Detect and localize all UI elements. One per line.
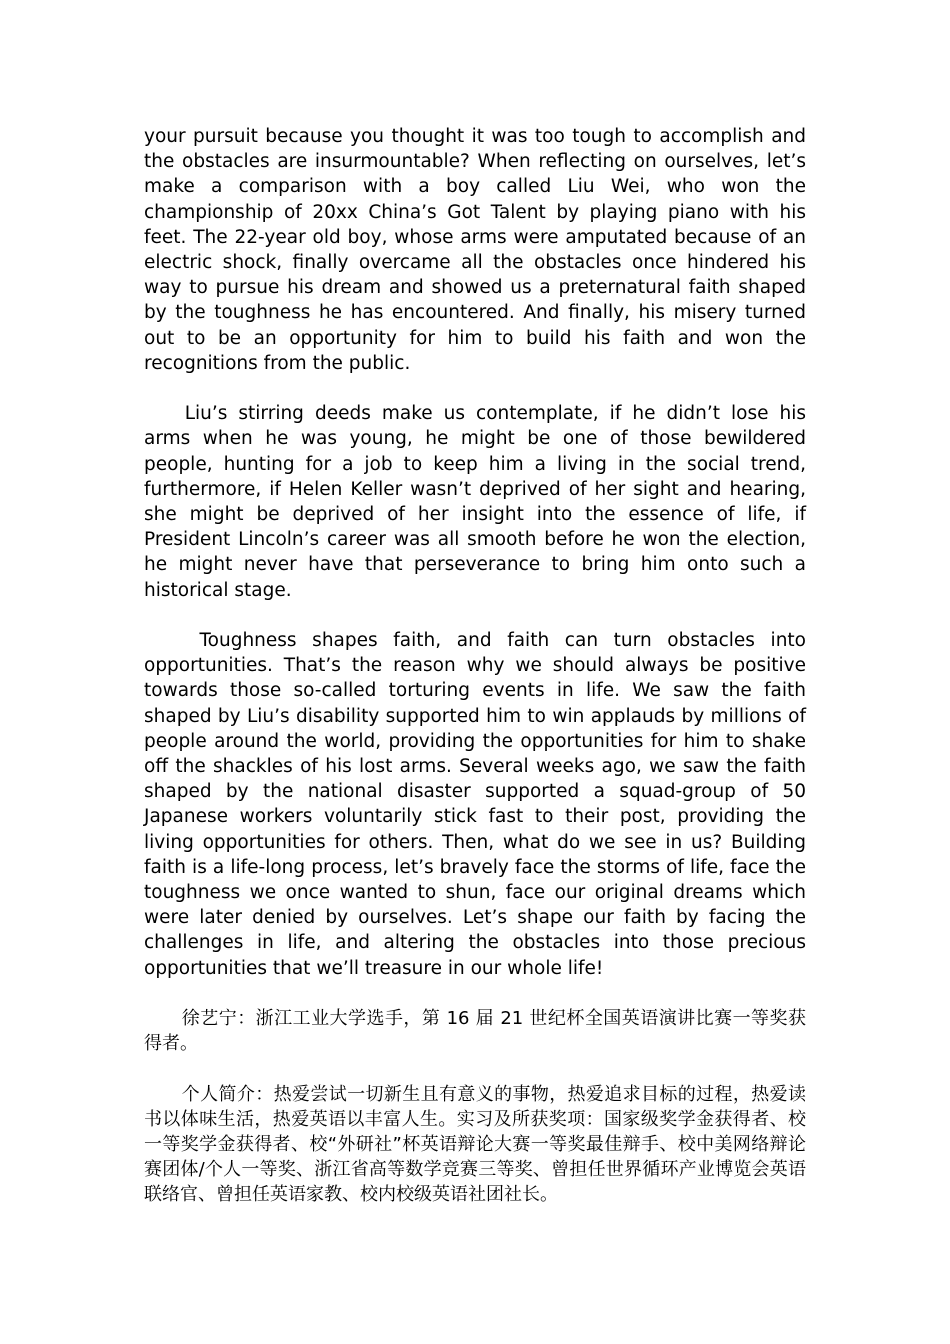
paragraph-stirring-deeds: Liu’s stirring deeds make us contemplate, if he didn’t lose his arms when he was young, he might be one of those bewildered people, hunting for a job to keep him a living in the social trend, furthermore, if Helen Keller wasn’t deprived of her sight and hearing, she might be deprived of her insight into the essence of life, if President Lincoln’s career was all smooth before he won the election, he might never have that perseverance to bring him onto such a historical stage. <box>144 403 806 601</box>
paragraph-author-title: 徐艺宁：浙江工业大学选手，第 16 届 21 世纪杯全国英语演讲比赛一等奖获得者。 <box>144 1008 806 1055</box>
document-page <box>144 124 806 1233</box>
paragraph-author-bio: 个人简介：热爱尝试一切新生且有意义的事物，热爱追求目标的过程，热爱读书以体味生活，热爱英语以丰富人生。实习及所获奖项：国家级奖学金获得者、校一等奖学金获得者、校“外研社”杯英语辩论大赛一等奖最佳辩手、校中美网络辩论赛团体/个人一等奖、浙江省高等数学竞赛三等奖、曾担任世界循环产业博览会英语联络官、曾担任英语家教、校内校级英语社团社长。 <box>144 1083 806 1206</box>
paragraph-liu-wei-story: your pursuit because you thought it was too tough to accomplish and the obstacles are insurmountable? When reflecting on ourselves, let’s make a comparison with a boy called Liu Wei, who won the championship of 20xx China’s Got Talent by playing piano with his feet. The 22-year old boy, whose arms were amputated because of an electric shock, finally overcame all the obstacles once hindered his way to pursue his dream and showed us a preternatural faith shaped by the toughness he has encountered. And finally, his misery turned out to be an opportunity for him to build his faith and won the recognitions from the public. <box>144 126 806 374</box>
paragraph-toughness-shapes-faith: Toughness shapes faith, and faith can turn obstacles into opportunities. That’s the reason why we should always be positive towards those so-called torturing events in life. We saw the faith shaped by Liu’s disability supported him to win applauds by millions of people around the world, providing the opportunities for him to shake off the shackles of his lost arms. Several weeks ago, we saw the faith shaped by the national disaster supported a squad-group of 50 Japanese workers voluntarily stick fast to their post, providing the living opportunities for others. Then, what do we see in us? Building faith is a life-long process, let’s bravely face the storms of life, face the toughness we once wanted to shun, face our original dreams which were later denied by ourselves. Let’s shape our faith by facing the challenges in life, and altering the obstacles into those precious opportunities that we’ll treasure in our whole life! <box>144 630 806 979</box>
